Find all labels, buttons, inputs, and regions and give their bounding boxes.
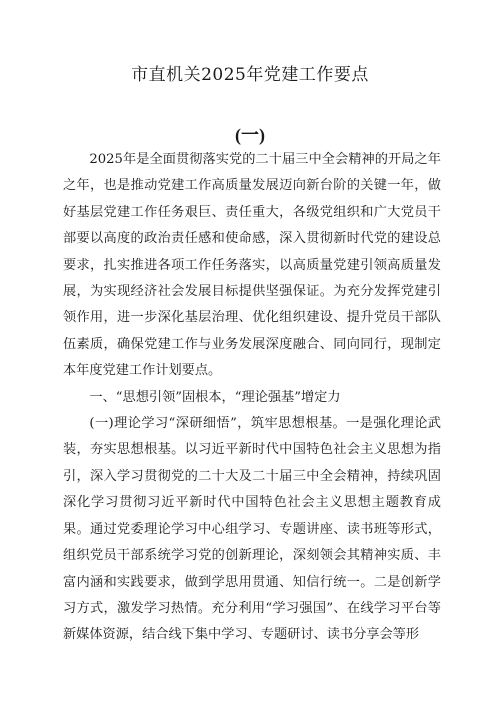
intro-paragraph: 2025年是全面贯彻落实党的二十届三中全会精神的开局之年之年，也是推动党建工作高质量发展迈向新台阶的关键一年，做好基层党建工作任务艰巨、责任重大，各级党组织和广大党员干部要以高度的政治责任感和使命感，深入贯彻新时代党的建设总要求，扎实推进各项工作任务落实，以高质量党建引领高质量发展，为实现经济社会发展目标提供坚强保证。为充分发挥党建引领作用，进一步深化基层治理、优化组织建设、提升党员干部队伍素质，确保党建工作与业务发展深度融合、同向同行，现制定本年度党建工作计划要点。: [63, 152, 441, 379]
part-heading: (一): [235, 125, 265, 145]
subsection-paragraph: (一)理论学习“深研细悟”，筑牢思想根基。一是强化理论武装，夯实思想根基。以习近平新时代中国特色社会主义思想为指引，深入学习贯彻党的二十大及二十届三中全会精神，持续巩固深化学习贯彻习近平新时代中国特色社会主义思想主题教育成果。通过党委理论学习中心组学习、专题讲座、读书班等形式，组织党员干部系统学习党的创新理论，深刻领会其精神实质、丰富内涵和实践要求，做到学思用贯通、知信行统一。二是创新学习方式，激发学习热情。充分利用“学习强国”、在线学习平台等新媒体资源，结合线下集中学习、专题研讨、读书分享会等形: [63, 416, 441, 643]
section-heading: 一、“思想引领”固根本，“理论强基”增定力: [89, 389, 341, 405]
document-body: [63, 147, 441, 649]
document-title: 市直机关2025年党建工作要点: [131, 65, 369, 85]
